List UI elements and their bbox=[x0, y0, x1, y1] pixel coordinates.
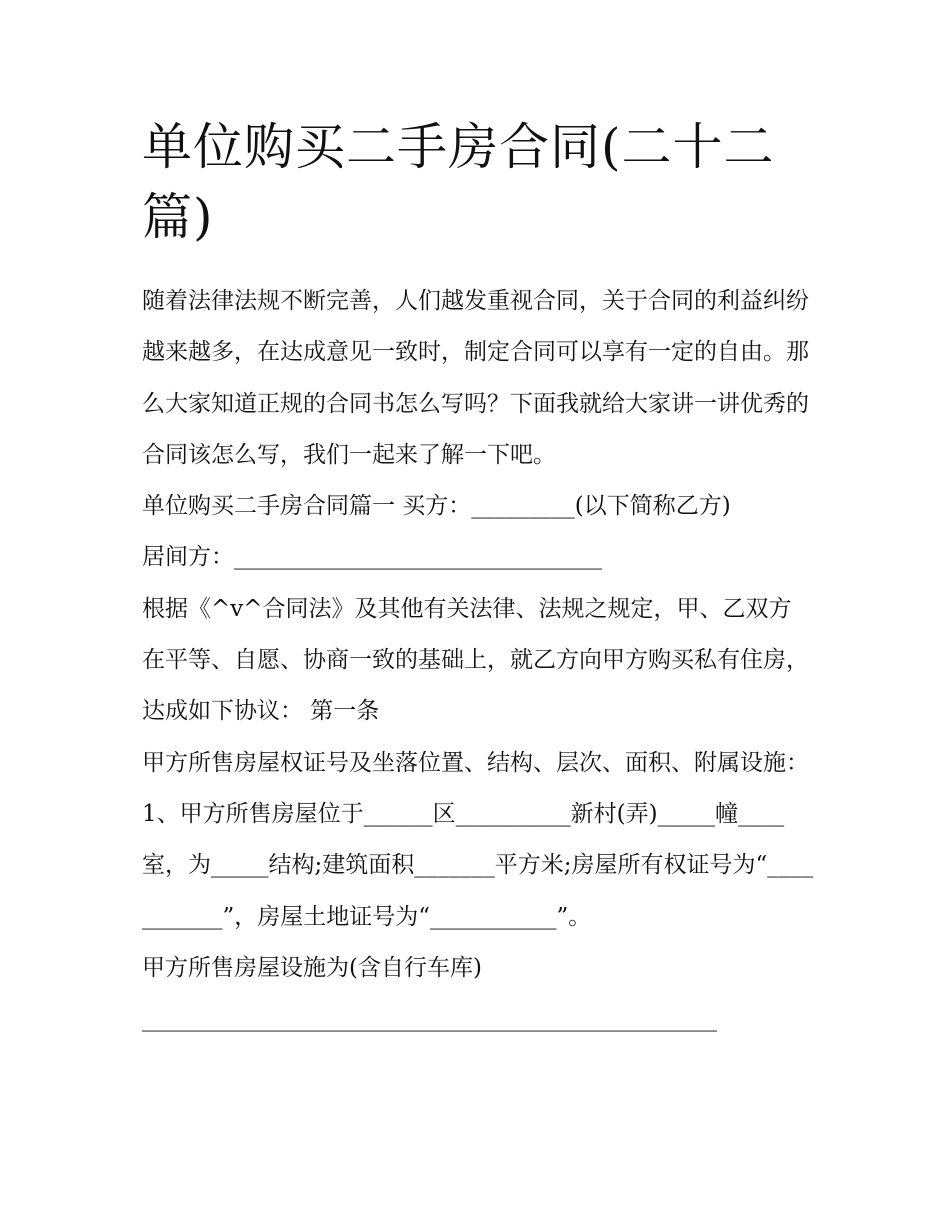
intermediary-line: 居间方：________________________________ bbox=[142, 544, 602, 571]
contract-heading-buyer: 单位购买二手房合同篇一 买方：_________(以下简称乙方) bbox=[142, 493, 731, 520]
property-info-heading: 甲方所售房屋权证号及坐落位置、结构、层次、面积、附属设施： bbox=[142, 749, 809, 776]
property-location-paragraph: 1、甲方所售房屋位于______区__________新村(弄)_____幢____室，为_____结构;建筑面积_______平方米;房屋所有权证号为“___________”，房屋土地证号为“___________”。 bbox=[142, 800, 814, 930]
property-facilities-line: 甲方所售房屋设施为(含自行车库) bbox=[142, 954, 482, 981]
facilities-blank-line: __________________________________________________ bbox=[142, 1006, 717, 1033]
document-title: 单位购买二手房合同(二十二篇) bbox=[142, 118, 775, 246]
intro-paragraph: 随着法律法规不断完善，人们越发重视合同，关于合同的利益纠纷越来越多，在达成意见一致时，制定合同可以享有一定的自由。那么大家知道正规的合同书怎么写吗？下面我就给大家讲一讲优秀的合同该怎么写，我们一起来了解一下吧。 bbox=[142, 288, 809, 468]
document-body bbox=[142, 276, 814, 1045]
legal-basis-paragraph: 根据《^v^合同法》及其他有关法律、法规之规定，甲、乙双方在平等、自愿、协商一致的基础上，就乙方向甲方购买私有住房，达成如下协议： 第一条 bbox=[142, 595, 809, 725]
